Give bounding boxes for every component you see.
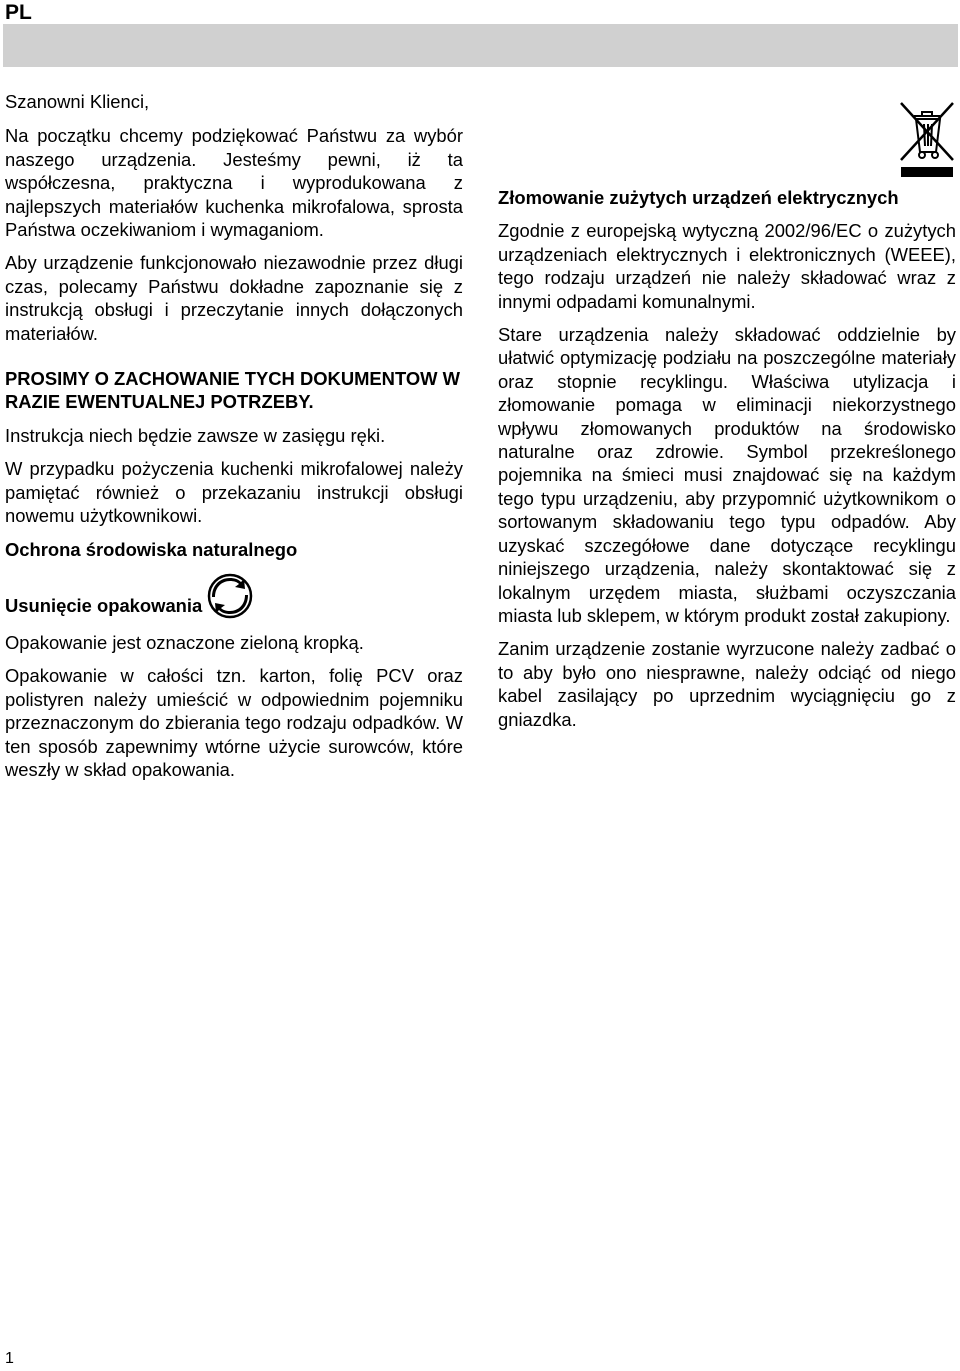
packaging-marked-paragraph: Opakowanie jest oznaczone zieloną kropką. xyxy=(5,631,364,653)
packaging-heading: Usunięcie opakowania xyxy=(5,594,203,616)
weee-directive-paragraph: Zgodnie z europejską wytyczną 2002/96/EC o zużytych urządzeniach elektrycznych i elektronicznych (WEEE), tego rodzaju urządzeń nie należy składować wraz z innymi odpadami komunalnymi. xyxy=(498,220,956,312)
keep-documents-notice: PROSIMY O ZACHOWANIE TYCH DOKUMENTOW W RAZIE EWENTUALNEJ POTRZEBY. xyxy=(5,368,460,413)
packaging-disposal-paragraph: Opakowanie w całości tzn. karton, folię PCV oraz polistyren należy umieścić w odpowiednim pojemniku przeznaczonym do zbierania tego rodzaju odpadków. W ten sposób zapewnimy wtórne użycie surowców, które weszły w skład opakowania. xyxy=(5,665,463,780)
packaging-heading-row xyxy=(5,573,463,617)
left-column xyxy=(5,90,463,791)
language-code: PL xyxy=(5,1,32,24)
crossed-out-wheelie-bin-icon xyxy=(898,100,956,178)
right-column xyxy=(498,186,956,741)
weee-separate-paragraph: Stare urządzenia należy składować oddzielnie by ułatwić optymizację podziału na poszczególne materiały oraz stopnie recyklingu. Właściwa utylizacja i złomowanie pomaga w eliminacji niekorzystnego wpływu złomowanych produktów na środowisko naturalne oraz zdrowie. Symbol przekreślonego pojemnika na śmieci musi znajdować się na każdym tego typu urządzeniu, aby przypomnić użytkownikom o sortowanym składowaniu tego typu odpadów. Aby uzyskać szczegółowe dane dotyczące recyklingu niniejszego urządzenia, należy skontaktować się z lokalnym urzędem miasta, służbami oczyszczania miasta lub sklepem, w którym produkt został zakupiony. xyxy=(498,324,956,626)
intro-paragraph: Na początku chcemy podziękować Państwu za wybór naszego urządzenia. Jesteśmy pewni, iż ta współczesna, praktyczna i wyprodukowana z najlepszych materiałów kuchenka mikrofalowa, sprosta Państwa oczekiwaniom i wymaganiom. xyxy=(5,125,463,241)
keep-manual-paragraph: Instrukcja niech będzie zawsze w zasięgu ręki. xyxy=(5,424,386,446)
greeting: Szanowni Klienci, xyxy=(5,91,150,112)
reliability-paragraph: Aby urządzenie funkcjonowało niezawodnie przez długi czas, polecamy Państwu dokładne zapoznanie się z instrukcją obsługi i przeczytanie innych dołączonych materiałów. xyxy=(5,252,463,344)
weee-heading: Złomowanie zużytych urządzeń elektrycznych xyxy=(498,187,899,208)
environment-heading: Ochrona środowiska naturalnego xyxy=(5,538,298,560)
weee-cut-cable-paragraph: Zanim urządzenie zostanie wyrzucone należy zadbać o to aby było ono niesprawne, należy odciąć od niego kabel zasilający po uprzednim wyciągnięciu go z gniazdka. xyxy=(498,638,956,730)
green-dot-recycle-icon xyxy=(207,573,253,619)
header-band xyxy=(3,24,958,67)
lending-paragraph: W przypadku pożyczenia kuchenki mikrofalowej należy pamiętać również o przekazaniu instrukcji obsługi nowemu użytkownikowi. xyxy=(5,458,463,527)
page-number: 1 xyxy=(5,1350,14,1367)
